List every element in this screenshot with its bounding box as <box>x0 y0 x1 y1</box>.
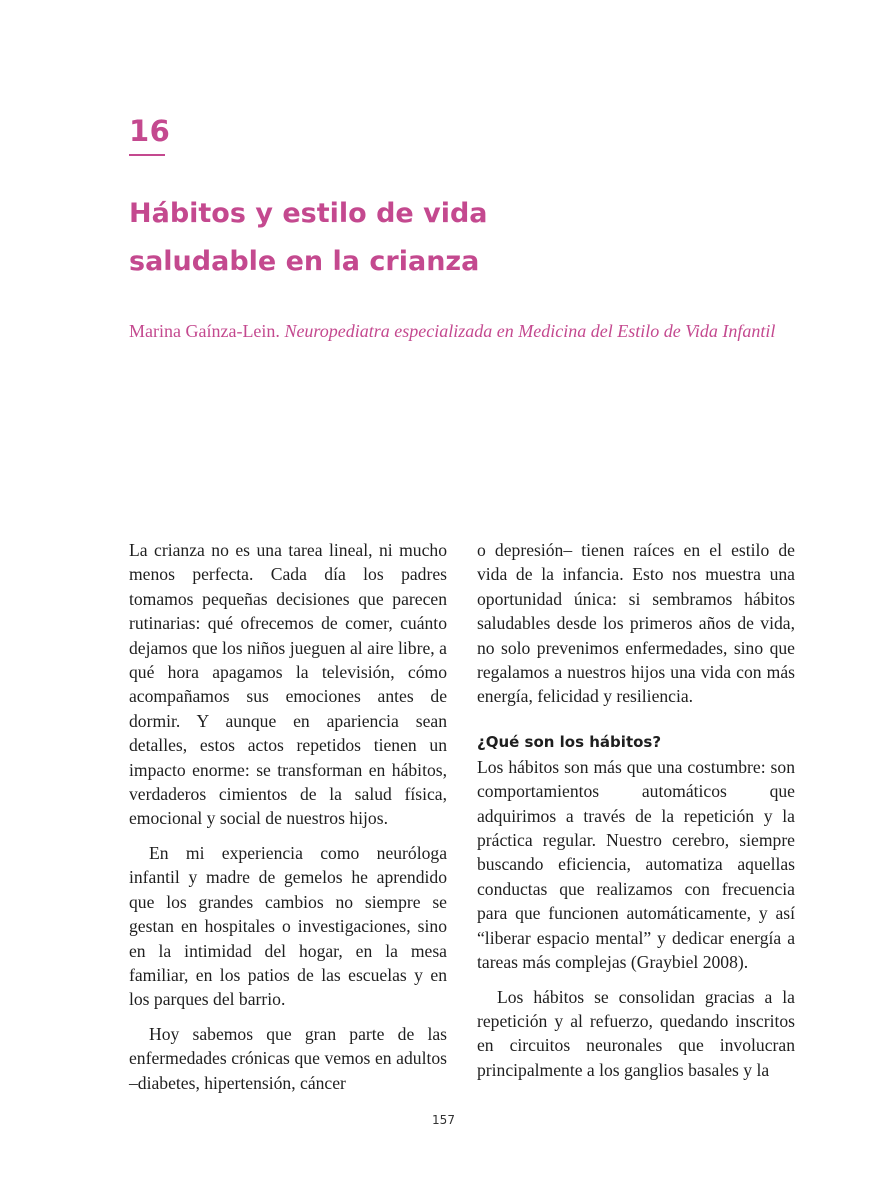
chapter-title-line-2: saludable en la crianza <box>129 246 480 277</box>
body-paragraph: Los hábitos son más que una costumbre: son comportamientos automáticos que adquirimos a través de la repetición y la práctica regular. Nuestro cerebro, siempre buscando eficiencia, automatiza aquellas conductas que realizamos con frecuencia para que funcionen automáticamente, y así “liberar espacio mental” y dedicar energía a tareas más complejas (Graybiel 2008). <box>477 756 795 973</box>
page-number: 157 <box>432 1113 455 1127</box>
right-column <box>477 538 795 1082</box>
body-paragraph: Hoy sabemos que gran parte de las enfermedades crónicas que vemos en adultos –diabetes, hipertensión, cáncer <box>129 1023 447 1093</box>
left-column <box>129 538 447 1095</box>
author-byline <box>129 321 829 342</box>
chapter-title <box>129 190 769 286</box>
body-paragraph: En mi experiencia como neuróloga infantil y madre de gemelos he aprendido que los grandes cambios no siempre se gestan en hospitales o investigaciones, sino en la intimidad del hogar, en la mesa familiar, en los patios de las escuelas y en los parques del barrio. <box>129 842 447 1010</box>
chapter-number-underline <box>129 154 165 156</box>
section-heading: ¿Qué son los hábitos? <box>477 732 662 751</box>
author-name: Marina Gaínza-Lein. <box>129 321 280 341</box>
author-role: Neuropediatra especializada en Medicina del Estilo de Vida Infantil <box>284 321 776 341</box>
body-paragraph: o depresión– tienen raíces en el estilo de vida de la infancia. Esto nos muestra una oportunidad única: si sembramos hábitos saludables desde los primeros años de vida, no solo prevenimos enfermedades, sino que regalamos a nuestros hijos una vida con más energía, felicidad y resiliencia. <box>477 540 795 707</box>
chapter-title-line-1: Hábitos y estilo de vida <box>129 198 488 229</box>
body-paragraph: La crianza no es una tarea lineal, ni mucho menos perfecta. Cada día los padres tomamos pequeñas decisiones que parecen rutinarias: qué ofrecemos de comer, cuánto dejamos que los niños jueguen al aire libre, a qué hora apagamos la televisión, cómo acompañamos sus emociones antes de dormir. Y aunque en apariencia sean detalles, estos actos repetidos tienen un impacto enorme: se transforman en hábitos, verdaderos cimientos de la salud física, emocional y social de nuestros hijos. <box>129 540 447 829</box>
chapter-number: 16 <box>129 114 171 148</box>
body-paragraph: Los hábitos se consolidan gracias a la repetición y al refuerzo, quedando inscritos en circuitos neuronales que involucran principalmente a los ganglios basales y la <box>477 986 795 1080</box>
